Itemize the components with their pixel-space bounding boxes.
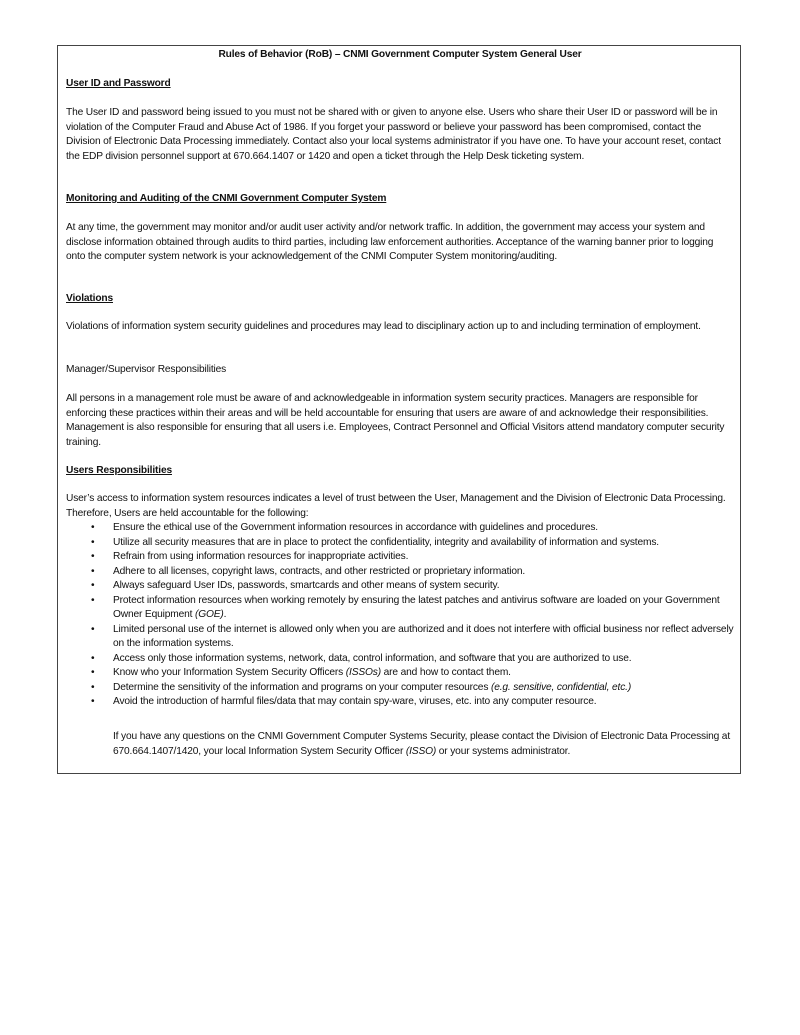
list-item-text: Know who your Information System Security Officers xyxy=(113,667,346,678)
responsibilities-list xyxy=(66,521,734,710)
list-item-text: Utilize all security measures that are in place to protect the confidentiality, integrity and availability of information and systems. xyxy=(113,536,659,548)
bullet-icon: • xyxy=(91,580,95,591)
list-item xyxy=(66,666,734,681)
list-item-text-end: . xyxy=(223,609,227,620)
list-item xyxy=(66,521,734,536)
list-item-text: Limited personal use of the internet is allowed only when you are authorized and it does not interfere with official business nor reflect adversely on the information systems. xyxy=(113,623,734,649)
document-title: Rules of Behavior (RoB) – CNMI Government Computer System General User xyxy=(218,49,582,60)
bullet-icon: • xyxy=(91,536,95,548)
heading-violations: Violations xyxy=(66,293,113,304)
list-item xyxy=(66,681,734,696)
bullet-icon: • xyxy=(91,696,95,707)
bullet-icon: • xyxy=(91,551,95,562)
list-item-text: Protect information resources when working remotely by ensuring the latest patches and antivirus software are loaded on your Government Owner Equipment xyxy=(113,594,720,620)
heading-users: Users Responsibilities xyxy=(66,465,172,476)
bullet-icon: • xyxy=(91,594,95,606)
bullet-icon: • xyxy=(91,681,95,693)
list-item-text: Adhere to all licenses, copyright laws, contracts, and other restricted or proprietary information. xyxy=(113,565,526,577)
closing-paragraph xyxy=(113,730,733,759)
list-item xyxy=(66,579,734,594)
list-item xyxy=(66,565,734,580)
closing-text: If you have any questions on the CNMI Government Computer Systems Security, please contact the Division of Electronic Data Processing at 670.664.1407/1420, your local Information System Security Officer xyxy=(113,731,730,757)
bullet-icon: • xyxy=(91,652,95,664)
bullet-icon: • xyxy=(91,623,95,635)
closing-text-end: or your systems administrator. xyxy=(436,745,571,757)
list-item-text: Ensure the ethical use of the Government information resources in accordance with guidelines and procedures. xyxy=(113,522,598,533)
bullet-icon: • xyxy=(91,565,95,577)
bullet-icon: • xyxy=(91,522,95,533)
list-item-text: Determine the sensitivity of the information and programs on your computer resources xyxy=(113,681,491,693)
list-item xyxy=(66,536,734,551)
list-item-emphasis: (GOE) xyxy=(194,609,224,620)
list-item-emphasis: (ISSOs) xyxy=(345,667,381,678)
paragraph-user-id: The User ID and password being issued to you must not be shared with or given to anyone else. Users who share their User ID or password will be in violation of the Computer Fraud and Abuse Act of 1986. If you forget your password or believe your password has been compromised, contact the Division of Electronic Data Processing immediately. Contact also your local systems administrator if you have one. To have your account reset, contact the EDP division personnel support at 670.664.1407 or 1420 and open a ticket through the Help Desk ticketing system. xyxy=(66,107,721,162)
heading-manager: Manager/Supervisor Responsibilities xyxy=(66,364,227,375)
bullet-icon: • xyxy=(91,667,95,678)
list-item xyxy=(66,652,734,667)
list-item-text-end: are and how to contact them. xyxy=(380,667,511,678)
list-item-text: Access only those information systems, network, data, control information, and software that you are authorized to use. xyxy=(113,652,632,664)
list-item xyxy=(66,594,734,623)
list-item xyxy=(66,623,734,652)
paragraph-monitoring: At any time, the government may monitor and/or audit user activity and/or network traffic. In addition, the government may access your system and disclose information obtained through audits to third parties, including law enforcement authorities. Acceptance of the warning banner prior to logging onto the computer system network is your acknowledgement of the CNMI Computer System monitoring/auditing. xyxy=(66,222,714,262)
list-item-text: Always safeguard User IDs, passwords, smartcards and other means of system security. xyxy=(113,580,500,591)
list-item-text: Avoid the introduction of harmful files/data that may contain spy-ware, viruses, etc. into any computer resource. xyxy=(113,696,597,707)
heading-monitoring: Monitoring and Auditing of the CNMI Government Computer System xyxy=(66,193,387,204)
heading-user-id: User ID and Password xyxy=(66,78,171,89)
list-item xyxy=(66,695,734,710)
paragraph-manager: All persons in a management role must be aware of and acknowledgeable in information system security practices. Managers are responsible for enforcing these practices within their areas and will be held accountable for ensuring that users are aware of and acknowledge their responsibilities. Management is also responsible for ensuring that all users i.e. Employees, Contract Personnel and Official Visitors attend mandatory computer security training. xyxy=(66,393,725,448)
closing-emphasis: (ISSO) xyxy=(405,745,437,757)
list-item-text: Refrain from using information resources for inappropriate activities. xyxy=(113,551,409,562)
paragraph-violations: Violations of information system security guidelines and procedures may lead to disciplinary action up to and including termination of employment. xyxy=(66,321,701,332)
list-item-emphasis: (e.g. sensitive, confidential, etc.) xyxy=(490,681,632,693)
list-item xyxy=(66,550,734,565)
paragraph-users: User’s access to information system resources indicates a level of trust between the User, Management and the Division of Electronic Data Processing. Therefore, Users are held accountable for the following: xyxy=(66,493,726,519)
